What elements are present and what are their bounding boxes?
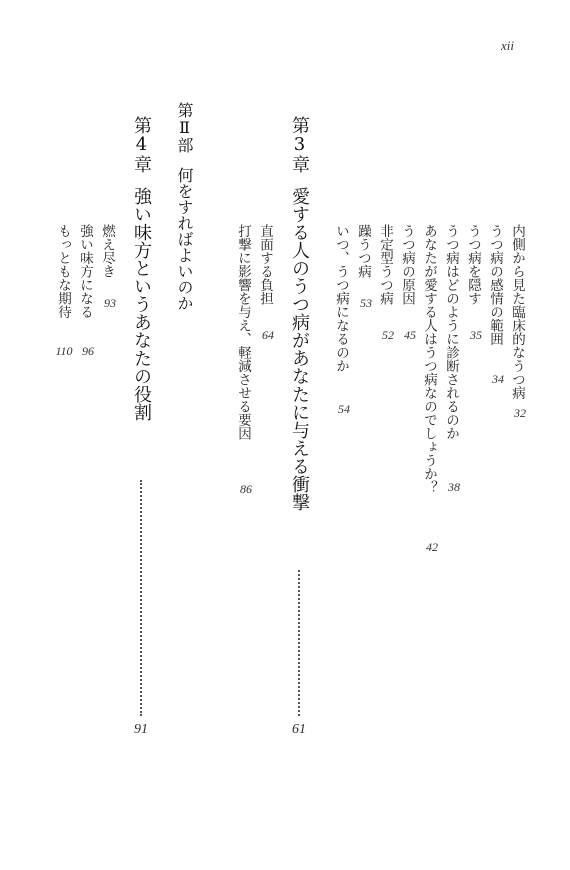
toc-entry-title: 燃え尽き xyxy=(99,224,115,278)
part-2-heading[interactable] xyxy=(174,102,194,311)
chapter-3-title: 愛する人のうつ病があなたに与える衝撃 xyxy=(289,187,310,511)
toc-entry-page: 96 xyxy=(82,344,94,358)
toc-entry-page: 64 xyxy=(262,328,274,342)
toc-entry-page: 54 xyxy=(338,402,350,416)
chapter-4-heading[interactable] xyxy=(130,116,152,421)
chapter-3-label: 第3章 xyxy=(289,116,310,173)
chapter-3-heading[interactable] xyxy=(288,116,310,511)
toc-entry[interactable] xyxy=(333,224,349,373)
part-2-title: 何をすればよいのか xyxy=(175,167,194,311)
chapter-4-label: 第4章 xyxy=(131,116,152,173)
toc-entry[interactable] xyxy=(421,224,437,494)
toc-entry-page: 34 xyxy=(492,372,504,386)
toc-entry[interactable] xyxy=(355,224,371,278)
toc-entry-page: 32 xyxy=(514,406,526,420)
toc-entry[interactable] xyxy=(235,224,251,440)
toc-entry-title: 躁うつ病 xyxy=(355,224,371,278)
chapter-4-page: 91 xyxy=(134,722,148,737)
toc-entry-title: うつ病を隠す xyxy=(465,224,481,305)
toc-entry[interactable] xyxy=(99,224,115,278)
chapter-4-title: 強い味方というあなたの役割 xyxy=(131,187,152,421)
toc-entry[interactable] xyxy=(465,224,481,305)
toc-entry-title: もっともな期待 xyxy=(55,224,71,319)
toc-entry[interactable] xyxy=(257,224,273,305)
toc-entry[interactable] xyxy=(55,224,71,319)
toc-entry-page: 86 xyxy=(240,482,252,496)
toc-entry-page: 110 xyxy=(55,344,73,358)
toc-entry-page: 38 xyxy=(448,480,460,494)
toc-entry-title: うつ病の原因 xyxy=(399,224,415,305)
toc-entry-page: 42 xyxy=(426,540,438,554)
toc-entry[interactable] xyxy=(443,224,459,440)
toc-entry-page: 93 xyxy=(104,296,116,310)
toc-entry-title: うつ病はどのように診断されるのか xyxy=(443,224,459,440)
part-2-label: 第Ⅱ部 xyxy=(175,102,194,153)
toc-entry-title: 打撃に影響を与え、軽減させる要因 xyxy=(235,224,251,440)
chapter-4-leader xyxy=(140,480,142,716)
toc-entry-title: 強い味方になる xyxy=(77,224,93,319)
toc-entry-title: 直面する負担 xyxy=(257,224,273,305)
chapter-3-leader xyxy=(298,570,300,716)
toc-entry-title: 非定型うつ病 xyxy=(377,224,393,305)
toc-entry-title: 内側から見た臨床的なうつ病 xyxy=(509,224,525,400)
toc-entry[interactable] xyxy=(377,224,393,305)
toc-entry-title: いつ、うつ病になるのか xyxy=(333,224,349,373)
toc-entry[interactable] xyxy=(399,224,415,305)
toc-entry[interactable] xyxy=(77,224,93,319)
toc-entry-page: 35 xyxy=(470,328,482,342)
toc-entry-page: 52 xyxy=(382,328,394,342)
toc-entry-page: 45 xyxy=(404,328,416,342)
toc-entry-page: 53 xyxy=(360,296,372,310)
toc-entry-title: あなたが愛する人はうつ病なのでしょうか？ xyxy=(421,224,437,494)
toc-entry-title: うつ病の感情の範囲 xyxy=(487,224,503,346)
chapter-3-page: 61 xyxy=(292,722,306,737)
page-folio: xii xyxy=(501,38,514,53)
